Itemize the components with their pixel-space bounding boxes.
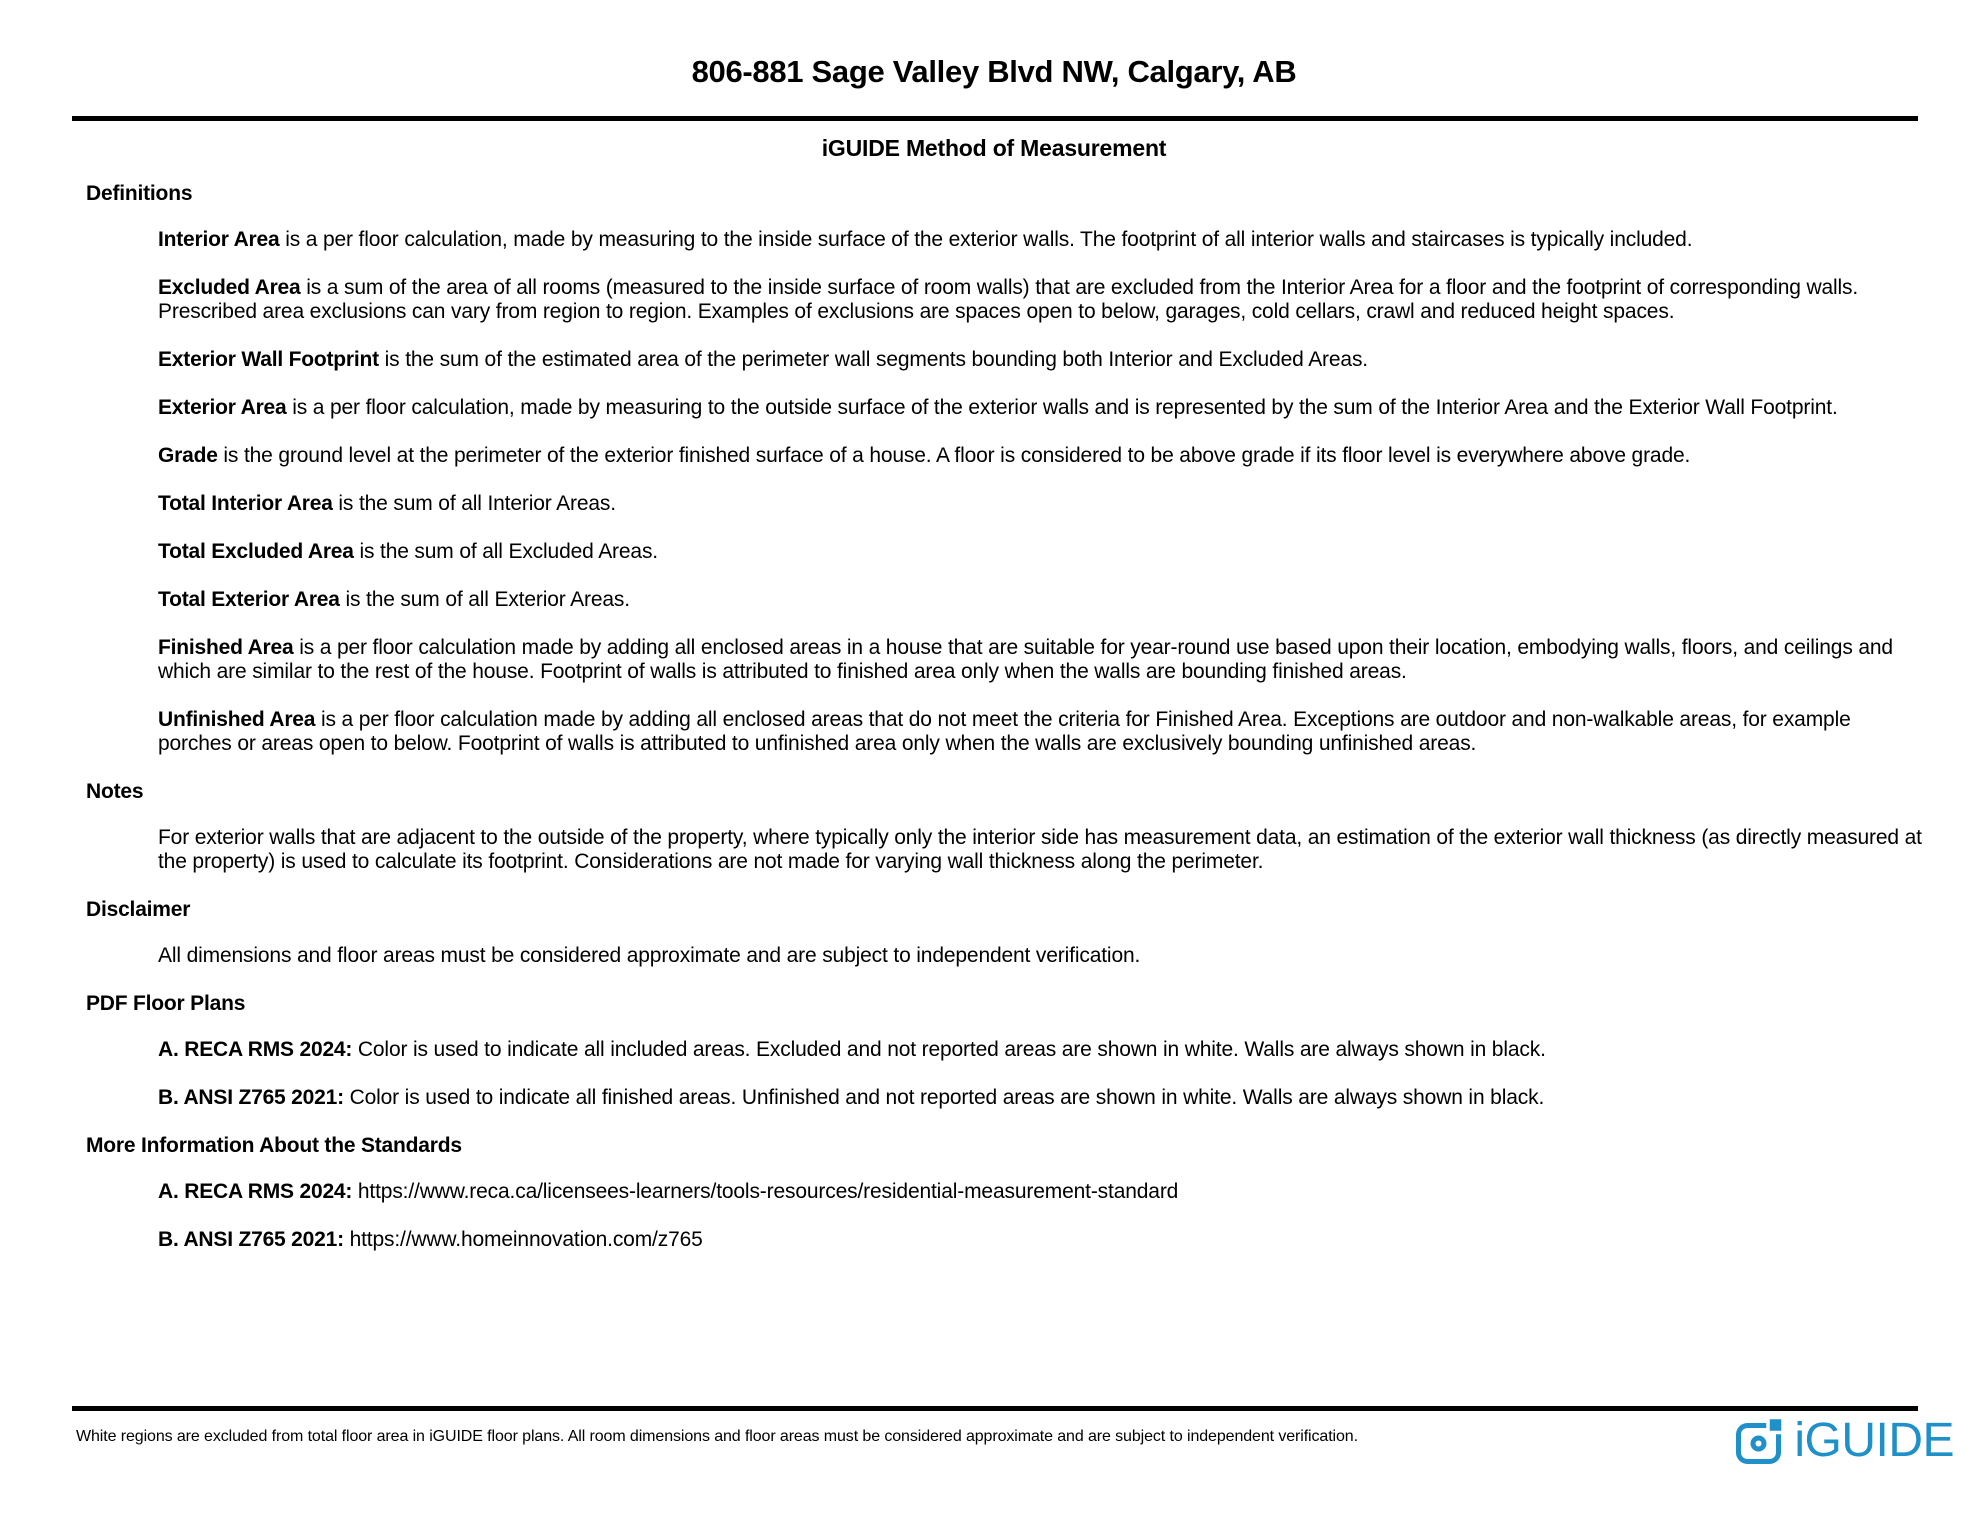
standard-url-link[interactable]: https://www.homeinnovation.com/z765: [349, 1228, 703, 1251]
standard-label: B. ANSI Z765 2021:: [158, 1228, 344, 1251]
definition-item: [158, 636, 1924, 684]
pdf-floor-plan-item: [158, 1086, 1924, 1110]
definition-text: is the ground level at the perimeter of the exterior finished surface of a house. A floor is considered to be above grade if its floor level is everywhere above grade.: [223, 444, 1691, 467]
definition-text: is the sum of all Exterior Areas.: [345, 588, 630, 611]
section-heading-pdf-floor-plans: PDF Floor Plans: [86, 992, 246, 1015]
definition-text: is the sum of the estimated area of the perimeter wall segments bounding both Interior and Excluded Areas.: [384, 348, 1368, 371]
definition-term: Finished Area: [158, 636, 294, 659]
standard-label: B. ANSI Z765 2021:: [158, 1086, 344, 1109]
definition-text: is a per floor calculation, made by measuring to the inside surface of the exterior walls. The footprint of all interior walls and staircases is typically included.: [285, 228, 1693, 251]
definition-text: is a per floor calculation, made by measuring to the outside surface of the exterior walls and is represented by the sum of the Interior Area and the Exterior Wall Footprint.: [292, 396, 1838, 419]
definition-term: Exterior Area: [158, 396, 287, 419]
definition-text: is a sum of the area of all rooms (measured to the inside surface of room walls) that are excluded from the Interior Area for a floor and the footprint of corresponding walls. Prescribed area exclusions can vary from region to region. Examples of exclusions are spaces open to below, garages, cold cellars, crawl and reduced height spaces.: [158, 276, 1859, 323]
definition-term: Excluded Area: [158, 276, 301, 299]
method-subtitle: iGUIDE Method of Measurement: [821, 135, 1167, 161]
definition-item: [158, 396, 1924, 420]
definition-item: [158, 444, 1924, 468]
standard-url-link[interactable]: https://www.reca.ca/licensees-learners/tools-resources/residential-measurement-standard: [357, 1180, 1179, 1203]
standard-description: Color is used to indicate all included areas. Excluded and not reported areas are shown in white. Walls are always shown in black.: [357, 1038, 1546, 1061]
definition-item: [158, 708, 1924, 756]
definition-item: [158, 228, 1924, 252]
disclaimer-text: All dimensions and floor areas must be considered approximate and are subject to independent verification.: [158, 944, 1141, 967]
definition-term: Interior Area: [158, 228, 280, 251]
definition-item: [158, 348, 1924, 372]
section-heading-definitions: Definitions: [86, 182, 193, 205]
definition-term: Grade: [158, 444, 218, 467]
definition-term: Exterior Wall Footprint: [158, 348, 379, 371]
definition-item: [158, 276, 1924, 324]
standard-label: A. RECA RMS 2024:: [158, 1038, 353, 1061]
footer-divider: [72, 1406, 1918, 1411]
definition-text: is the sum of all Interior Areas.: [338, 492, 616, 515]
definition-item: [158, 540, 1924, 564]
page-title: 806-881 Sage Valley Blvd NW, Calgary, AB: [691, 54, 1297, 89]
notes-text: For exterior walls that are adjacent to the outside of the property, where typically only the interior side has measurement data, an estimation of the exterior wall thickness (as directly measured at the property) is used to calculate its footprint. Considerations are not made for varying wall thickness along the perimeter.: [158, 826, 1922, 873]
definition-term: Unfinished Area: [158, 708, 316, 731]
header-divider: [72, 116, 1918, 121]
definition-item: [158, 492, 1924, 516]
standard-link-item: [158, 1180, 1924, 1204]
definition-text: is a per floor calculation made by adding all enclosed areas in a house that are suitable for year-round use based upon their location, embodying walls, floors, and ceilings and which are similar to the rest of the house. Footprint of walls is attributed to finished area only when the walls are bounding finished areas.: [158, 636, 1893, 683]
standard-link-item: [158, 1228, 1924, 1252]
definition-item: [158, 588, 1924, 612]
iguide-camera-icon: [1735, 1416, 1789, 1466]
disclaimer-paragraph: [158, 944, 1924, 968]
notes-paragraph: [158, 826, 1924, 874]
standard-label: A. RECA RMS 2024:: [158, 1180, 353, 1203]
definition-text: is a per floor calculation made by adding all enclosed areas that do not meet the criteria for Finished Area. Exceptions are outdoor and non-walkable areas, for example porches or areas open to below. Footprint of walls is attributed to unfinished area only when the walls are exclusively bounding unfinished areas.: [158, 708, 1851, 755]
standard-description: Color is used to indicate all finished areas. Unfinished and not reported areas are shown in white. Walls are always shown in black.: [349, 1086, 1545, 1109]
iguide-logo: [1735, 1416, 1954, 1466]
definition-term: Total Interior Area: [158, 492, 333, 515]
pdf-floor-plan-item: [158, 1038, 1924, 1062]
section-heading-disclaimer: Disclaimer: [86, 898, 191, 921]
iguide-logo-text: iGUIDE: [1794, 1414, 1954, 1467]
section-heading-notes: Notes: [86, 780, 144, 803]
section-heading-standards: More Information About the Standards: [86, 1134, 462, 1157]
footer-disclaimer: White regions are excluded from total floor area in iGUIDE floor plans. All room dimensions and floor areas must be considered approximate and are subject to independent verification.: [76, 1428, 1358, 1445]
definition-text: is the sum of all Excluded Areas.: [359, 540, 658, 563]
definition-term: Total Exterior Area: [158, 588, 340, 611]
definition-term: Total Excluded Area: [158, 540, 354, 563]
